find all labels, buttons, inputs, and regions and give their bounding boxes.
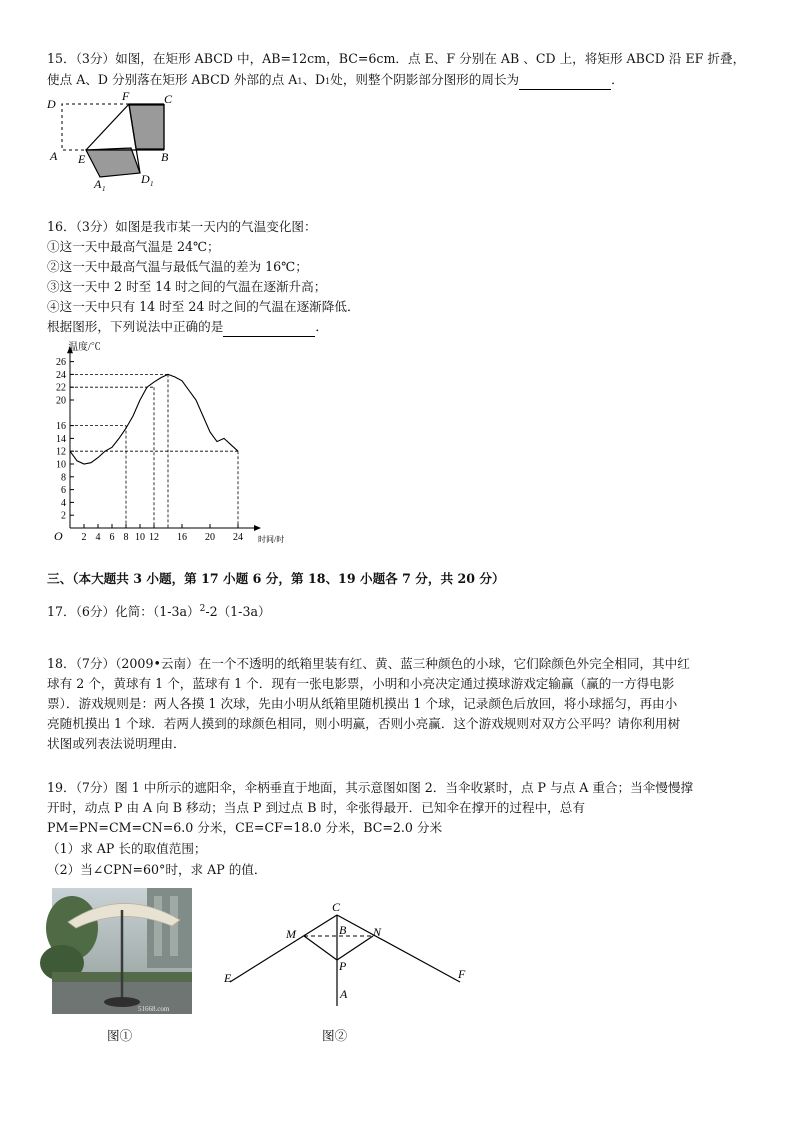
x-tick-label: 20 (205, 532, 215, 543)
y-tick-label: 4 (61, 497, 66, 509)
q15-answer-blank (519, 71, 611, 90)
q15-shaded-top-right (129, 105, 164, 149)
label-A: A (340, 987, 348, 1001)
label-C: C (332, 900, 341, 914)
y-tick-label: 10 (56, 459, 66, 471)
y-tick-label: 14 (56, 433, 66, 445)
q15-sub2: 1 (325, 77, 331, 86)
x-tick-label: 16 (177, 532, 187, 543)
q16-statement-1: ①这一天中最高气温是 24℃； (47, 239, 220, 254)
photo-window (154, 896, 162, 956)
q15-label-A1: A (94, 177, 102, 191)
q15-dashed-rect (62, 104, 129, 150)
x-tick-label: 10 (135, 532, 145, 543)
rib-CF (337, 915, 460, 982)
y-tick-label: 26 (56, 357, 66, 369)
q16-ask-text: 根据图形，下列说法中正确的是 (47, 319, 224, 334)
q19-part2: （2）当∠CPN=60°时，求 AP 的值． (47, 862, 267, 877)
label-P: P (339, 959, 347, 973)
q19-part1: （1）求 AP 长的取值范围； (47, 841, 207, 856)
x-tick-label: 6 (109, 532, 115, 543)
q16-statement-4: ④这一天中只有 14 时至 24 时之间的气温在逐渐降低． (47, 299, 360, 314)
q15-line1: 15．（3分）如图，在矩形 ABCD 中，AB=12cm，BC=6cm．点 E、F 分别在 AB 、CD 上，将矩形 ABCD 沿 EF 折叠， (47, 51, 746, 66)
q15-label-C: C (164, 92, 173, 106)
strut-NP (337, 936, 373, 960)
x-tick-label: 24 (233, 532, 243, 543)
q18-line4: 亮随机摸出 1 个球．若两人摸到的球颜色相同，则小明赢，否则小亮赢．这个游戏规则对双方公平吗？请你利用树 (47, 716, 681, 731)
fig2-caption: 图② (322, 1028, 348, 1043)
photo-building (147, 888, 192, 968)
photo-watermark: 51668.com (138, 1005, 170, 1013)
q19-line2: 开时，动点 P 由 A 向 B 移动；当点 P 到过点 B 时，伞张得最开．已知伞在撑开的过程中，总有 (47, 800, 585, 815)
label-E: E (224, 971, 232, 985)
y-tick-label: 8 (61, 472, 66, 484)
fig1-caption: 图① (107, 1028, 133, 1043)
x-tick-label: 8 (123, 532, 129, 543)
label-F: F (458, 967, 466, 981)
q16-answer-blank (223, 318, 315, 337)
q16-statement-2: ②这一天中最高气温与最低气温的差为 16℃； (47, 259, 308, 274)
y-tick-label: 22 (56, 382, 66, 394)
y-tick-label: 12 (56, 446, 66, 458)
q15-label-B: B (161, 150, 169, 164)
q15-line2-pre: 使点 A、D 分别落在矩形 ABCD 外部的点 A (47, 72, 298, 87)
label-N: N (373, 925, 382, 939)
section3-title: 三、（本大题共 3 小题，第 17 小题 6 分，第 18、19 小题各 7 分，共 20 分） (47, 571, 505, 586)
q17-line (47, 600, 271, 621)
q19-line1: 19．（7分）图 1 中所示的遮阳伞，伞柄垂直于地面，其示意图如图 2．当伞收紧时，点 P 与点 A 重合；当伞慢慢撑 (47, 780, 694, 795)
x-tick-label: 4 (95, 532, 101, 543)
q16-statement-3: ③这一天中 2 时至 14 时之间的气温在逐渐升高； (47, 279, 327, 294)
q16-ask (47, 318, 328, 337)
umbrella-base (104, 997, 140, 1007)
x-axis-label: 时间/时 (258, 535, 285, 544)
y-tick-label: 24 (56, 369, 66, 381)
q17-post: -2（1-3a） (205, 604, 271, 620)
y-tick-label: 20 (56, 395, 66, 407)
y-tick-label: 6 (61, 485, 66, 497)
q15-fold-ef (86, 104, 129, 150)
x-tick-label: 12 (149, 532, 159, 543)
y-tick-label: 16 (56, 421, 66, 433)
q15-label-A: A (50, 149, 58, 163)
q15-label-D1-sub: 1 (150, 180, 154, 188)
umbrella-diagram (220, 896, 480, 1016)
x-axis-arrow (254, 525, 261, 531)
q18-line5: 状图或列表法说明理由． (47, 736, 186, 751)
q16-end: ． (315, 319, 328, 334)
q15-label-D1: D (141, 172, 150, 186)
q15-figure (44, 88, 194, 192)
q17-pre: 17．（6分）化简：（1-3a） (47, 604, 200, 620)
strut-MP (304, 936, 337, 960)
q15-line2-post: 处，则整个阴影部分图形的周长为 (330, 72, 520, 87)
q15-sub1: 1 (297, 77, 303, 86)
q15-label-E: E (78, 152, 86, 166)
q18-line1: 18．（7分）（2009•云南）在一个不透明的纸箱里装有红、黄、蓝三种颜色的小球，它们除颜色外完全相同，其中红 (47, 656, 690, 671)
q15-shaded-bottom (86, 148, 140, 177)
q15-end: ． (611, 72, 624, 87)
q18-line2: 球有 2 个，黄球有 1 个，蓝球有 1 个．现有一张电影票，小明和小亮决定通过摸球游戏定输赢（赢的一方得电影 (47, 676, 675, 691)
q15-label-F: F (122, 89, 130, 103)
x-tick-label: 2 (81, 532, 87, 543)
label-M: M (286, 927, 296, 941)
y-axis-label: 温度/℃ (68, 342, 101, 353)
label-B: B (339, 923, 347, 937)
q17-sup: 2 (199, 604, 206, 614)
q15-mid: 、D (302, 72, 326, 87)
y-tick-label: 2 (61, 510, 66, 522)
q15-label-A1-sub: 1 (102, 185, 106, 193)
q15-label-D: D (47, 97, 56, 111)
q18-line3: 票）．游戏规则是：两人各摸 1 次球，先由小明从纸箱里随机摸出 1 个球，记录颜色后放回，将小球摇匀，再由小 (47, 696, 678, 711)
origin-label: O (54, 529, 63, 543)
q19-line3: PM=PN=CM=CN=6.0 分米，CE=CF=18.0 分米，BC=2.0 分米 (47, 820, 443, 835)
q16-line1: 16．（3分）如图是我市某一天内的气温变化图： (47, 219, 317, 234)
temperature-chart (40, 336, 285, 548)
umbrella-photo (52, 888, 192, 1014)
